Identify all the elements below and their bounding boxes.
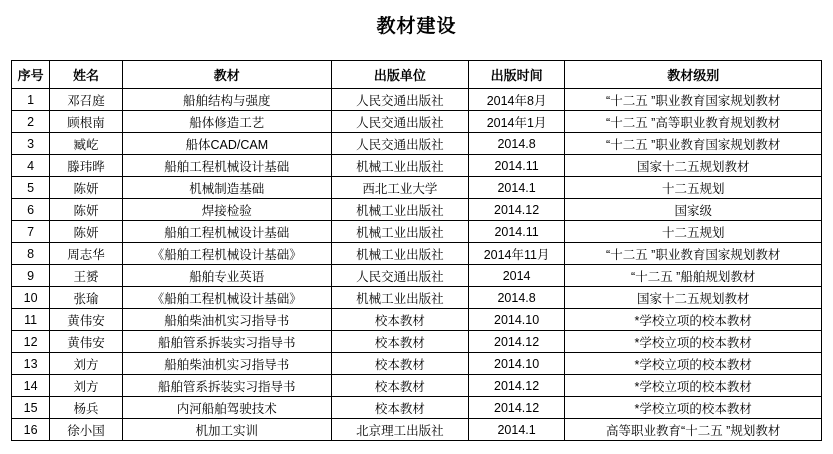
cell-material: 机加工实训 [122,419,331,441]
cell-index: 5 [12,177,50,199]
cell-publisher: 西北工业大学 [331,177,468,199]
table-row [12,243,822,265]
table-row [12,265,822,287]
cell-name: 陈妍 [50,177,122,199]
cell-name: 陈妍 [50,221,122,243]
cell-name: 刘方 [50,353,122,375]
table-container [11,60,822,441]
cell-level: 国家十二五规划教材 [565,287,822,309]
table-row [12,287,822,309]
cell-material: 船舶结构与强度 [122,89,331,111]
cell-date: 2014年8月 [468,89,565,111]
cell-level: *学校立项的校本教材 [565,331,822,353]
table-row [12,111,822,133]
cell-material: 船舶柴油机实习指导书 [122,309,331,331]
cell-name: 张瑜 [50,287,122,309]
teaching-materials-table [11,60,822,441]
cell-level: 十二五规划 [565,221,822,243]
cell-date: 2014年1月 [468,111,565,133]
cell-name: 黄伟安 [50,309,122,331]
cell-level: “十二五 ”职业教育国家规划教材 [565,89,822,111]
cell-index: 14 [12,375,50,397]
cell-index: 8 [12,243,50,265]
cell-publisher: 机械工业出版社 [331,243,468,265]
cell-name: 邓召庭 [50,89,122,111]
cell-name: 刘方 [50,375,122,397]
cell-material: 机械制造基础 [122,177,331,199]
cell-index: 12 [12,331,50,353]
cell-publisher: 校本教材 [331,309,468,331]
cell-name: 王赟 [50,265,122,287]
cell-index: 6 [12,199,50,221]
cell-level: *学校立项的校本教材 [565,397,822,419]
table-row [12,353,822,375]
cell-name: 黄伟安 [50,331,122,353]
column-header-publisher: 出版单位 [331,61,468,89]
table-row [12,155,822,177]
cell-publisher: 北京理工出版社 [331,419,468,441]
cell-material: 船体CAD/CAM [122,133,331,155]
cell-level: 十二五规划 [565,177,822,199]
cell-date: 2014年11月 [468,243,565,265]
cell-date: 2014.11 [468,155,565,177]
cell-index: 7 [12,221,50,243]
cell-date: 2014.11 [468,221,565,243]
table-row [12,309,822,331]
cell-level: “十二五 ”职业教育国家规划教材 [565,243,822,265]
cell-index: 1 [12,89,50,111]
cell-publisher: 校本教材 [331,397,468,419]
cell-date: 2014.12 [468,375,565,397]
cell-date: 2014.8 [468,287,565,309]
cell-material: 船舶工程机械设计基础 [122,221,331,243]
column-header-date: 出版时间 [468,61,565,89]
cell-index: 10 [12,287,50,309]
cell-name: 徐小国 [50,419,122,441]
cell-index: 2 [12,111,50,133]
cell-publisher: 机械工业出版社 [331,287,468,309]
cell-publisher: 人民交通出版社 [331,89,468,111]
cell-name: 周志华 [50,243,122,265]
table-row [12,89,822,111]
cell-level: *学校立项的校本教材 [565,375,822,397]
cell-level: “十二五 ”职业教育国家规划教材 [565,133,822,155]
cell-index: 11 [12,309,50,331]
cell-publisher: 机械工业出版社 [331,221,468,243]
cell-name: 杨兵 [50,397,122,419]
cell-material: 焊接检验 [122,199,331,221]
table-row [12,397,822,419]
cell-name: 滕玮晔 [50,155,122,177]
table-header [12,61,822,89]
table-row [12,199,822,221]
cell-material: 船舶柴油机实习指导书 [122,353,331,375]
cell-level: *学校立项的校本教材 [565,353,822,375]
cell-index: 16 [12,419,50,441]
cell-index: 15 [12,397,50,419]
cell-level: “十二五 ”船舶规划教材 [565,265,822,287]
column-header-index: 序号 [12,61,50,89]
table-row [12,221,822,243]
cell-publisher: 机械工业出版社 [331,199,468,221]
table-row [12,177,822,199]
table-row [12,375,822,397]
cell-index: 3 [12,133,50,155]
cell-date: 2014.1 [468,177,565,199]
column-header-level: 教材级别 [565,61,822,89]
table-row [12,419,822,441]
cell-material: 内河船舶驾驶技术 [122,397,331,419]
cell-index: 4 [12,155,50,177]
cell-name: 顾根南 [50,111,122,133]
cell-date: 2014.1 [468,419,565,441]
cell-material: 船舶管系拆装实习指导书 [122,331,331,353]
cell-material: 船舶专业英语 [122,265,331,287]
cell-date: 2014 [468,265,565,287]
cell-date: 2014.12 [468,199,565,221]
cell-level: “十二五 ”高等职业教育规划教材 [565,111,822,133]
cell-date: 2014.10 [468,353,565,375]
cell-publisher: 校本教材 [331,331,468,353]
cell-date: 2014.12 [468,397,565,419]
cell-publisher: 校本教材 [331,375,468,397]
cell-level: 国家十二五规划教材 [565,155,822,177]
cell-level: 高等职业教育“十二五 ”规划教材 [565,419,822,441]
cell-publisher: 人民交通出版社 [331,265,468,287]
cell-name: 臧屹 [50,133,122,155]
cell-name: 陈妍 [50,199,122,221]
cell-publisher: 机械工业出版社 [331,155,468,177]
cell-publisher: 人民交通出版社 [331,133,468,155]
cell-date: 2014.12 [468,331,565,353]
column-header-material: 教材 [122,61,331,89]
column-header-name: 姓名 [50,61,122,89]
cell-level: 国家级 [565,199,822,221]
cell-material: 船体修造工艺 [122,111,331,133]
cell-index: 13 [12,353,50,375]
page-title: 教材建设 [376,16,457,37]
table-header-row [12,61,822,89]
cell-material: 《船舶工程机械设计基础》 [122,243,331,265]
cell-date: 2014.8 [468,133,565,155]
cell-date: 2014.10 [468,309,565,331]
table-row [12,331,822,353]
cell-publisher: 校本教材 [331,353,468,375]
table-row [12,133,822,155]
table-body [12,89,822,441]
cell-material: 《船舶工程机械设计基础》 [122,287,331,309]
cell-level: *学校立项的校本教材 [565,309,822,331]
cell-index: 9 [12,265,50,287]
cell-publisher: 人民交通出版社 [331,111,468,133]
document-page [0,11,833,454]
cell-material: 船舶管系拆装实习指导书 [122,375,331,397]
cell-material: 船舶工程机械设计基础 [122,155,331,177]
